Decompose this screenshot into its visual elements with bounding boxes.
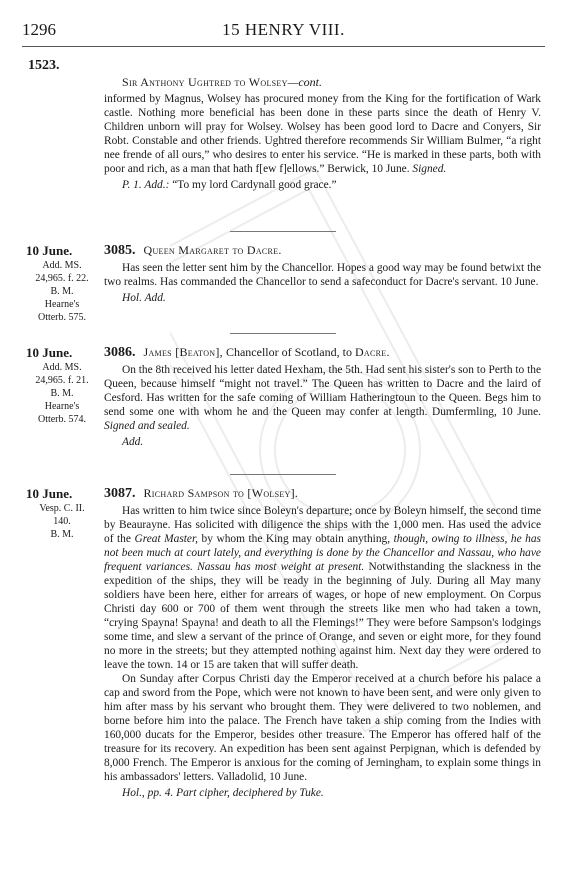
entry-date: 10 June. [26,486,73,501]
section-divider [230,333,336,334]
entry-heading: Sir Anthony Ughtred to Wolsey—cont. [122,75,323,89]
page-header [22,20,545,42]
ref-line: Otterb. 575. [37,312,87,323]
header-rule [22,46,545,47]
entry-number: 3085. [104,243,136,258]
entry-note: Hol. Add. [122,292,166,304]
ref-line: 140. [53,516,71,527]
entry-text: Has seen the letter sent him by the Chancellor. Hopes a good way may be found betwixt the two realms. Has commanded the Chancellor to send a safeconduct for Dacre's servant. 10 June. [104,262,541,288]
ref-line: Hearne's [44,401,80,412]
entry-3085 [104,242,541,305]
entry-3086 [104,344,541,449]
entry-continued [104,74,541,192]
entry-heading: 3086. James [Beaton], Chancellor of Scotland, to Dacre. [104,345,390,360]
section-divider [230,231,336,232]
page-number: 1296 [22,20,56,39]
entry-number: 3086. [104,345,136,360]
entry-text: informed by Magnus, Wolsey has procured money from the King for the fortification of Wark castle. Nothing more beneficial has been done in these parts since the death of Henry V. Children unborn will pray for Wolsey. Wolsey has been good lord to Dacre and Conyers, Sir Robt. Constable and other friends. Ughtred therefore recommends Sir William Bulmer, “a right nee frende of all ours,” who desires to enter his service. “He is marked in these parts, both with poor and rich, as a man that hath f[ew f]ellows.” Berwick, 10 June. Signed. [104,93,541,175]
entry-number: 3087. [104,486,136,501]
ref-line: Otterb. 574. [37,414,87,425]
ref-line: B. M. [50,388,74,399]
entry-heading: 3087. Richard Sampson to [Wolsey]. [104,486,299,501]
entry-note: P. 1. Add.: “To my lord Cardynall good grace.” [122,179,337,191]
running-title: 15 HENRY VIII. [222,20,345,39]
entry-3087 [104,485,541,800]
entry-paragraph-1: Has written to him twice since Boleyn's departure; once by Boleyn himself, the second time by Beaurayne. Has solicited with diligence the ships with the 1,000 men. Has used the advice of the Great Master, by whom the King may obtain anything, though, owing to illness, he has not been much at court lately, and everything is done by the Chancellor and Nassau, who have frequent variances. Nassau has most weight at present. Notwithstanding the slackness in the expedition of the ships, they will be ready in the beginning of July. During all May many soldiers have been here, either for arrears of wages, or hope of new employment. On Corpus Christi day 600 or 700 of them went through the streets like men who had taken a town, “crying Spayna! Spayna! and death to all the Flemings!” They were before Sampson's lodgings some time, and slew a servant of the prince of Orange, and seven or eight more, for they found no more in the streets; but they attempted nothing against him. Next day they were ordered to leave the town. 14 or 15 are taken that will suffer death. [104,505,541,671]
margin-3086 [26,346,98,426]
entry-note: Add. [122,436,144,448]
margin-3087 [26,487,98,541]
entry-paragraph-2: On Sunday after Corpus Christi day the Emperor received at a church before his palace a cap and sword from the Pope, which were not known to have been sent, and were only given to him after mass by his servant who brought them. They were delivered to two noblemen, and borne before him into the palace. The French have taken a ship coming from the Indies with 160,000 ducats for the Emperor, besides other treasure. The Emperor has offered half of the treasure for its recovery. An expedition has been sent against Perpignan, which is defended by 8,000 French. The Emperor is anxious for the coming of Jerningham, to explain some things in his ambassadors' letters. Valladolid, 10 June. [104,673,541,783]
ref-line: Hearne's [44,299,80,310]
ref-line: 24,965. f. 21. [35,375,89,386]
margin-3085 [26,244,98,324]
entry-heading: 3085. Queen Margaret to Dacre. [104,243,282,258]
ref-line: Vesp. C. II. [39,503,85,514]
ref-line: Add. MS. [42,362,82,373]
ref-line: Add. MS. [42,260,82,271]
entry-date: 10 June. [26,243,73,258]
entry-text: On the 8th received his letter dated Hexham, the 5th. Had sent his sister's son to Perth to the Queen, because himself “might not travel.” The Queen has written to Dacre and the laird of Cesford. Has written for the safe coming of William Hatheringtoun to the Queen. Begs him to send some one with whom he and the Queen may confer at length. Dumfermling, 10 June. Signed and sealed. [104,364,541,432]
entry-date: 10 June. [26,345,73,360]
ref-line: 24,965. f. 22. [35,273,89,284]
year-label: 1523. [28,58,60,73]
ref-line: B. M. [50,286,74,297]
entry-note: Hol., pp. 4. Part cipher, deciphered by Tuke. [122,787,324,799]
section-divider [230,474,336,475]
ref-line: B. M. [50,529,74,540]
